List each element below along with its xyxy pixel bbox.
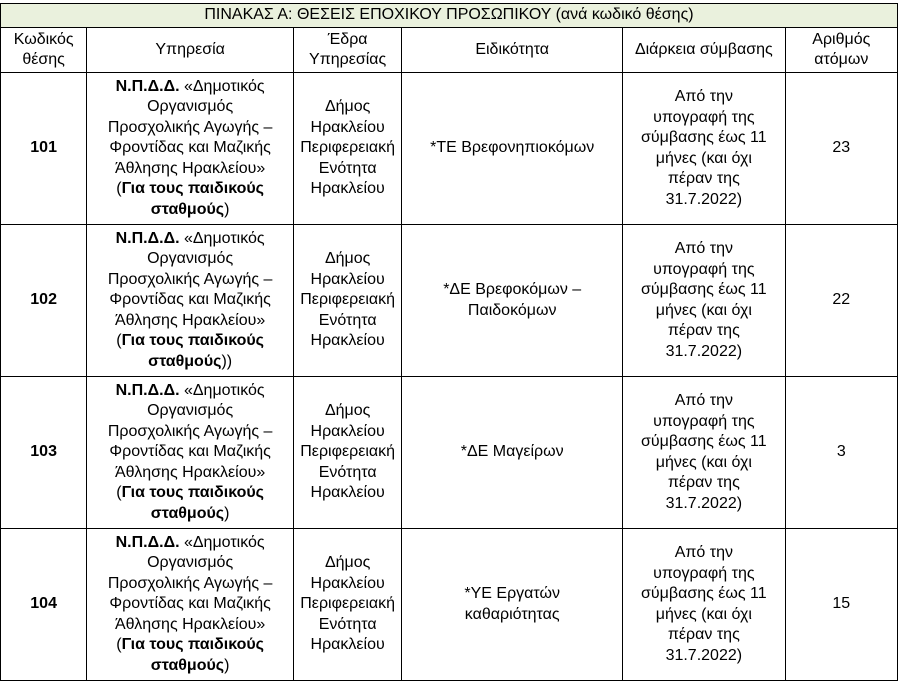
cell-text: )) — [221, 352, 233, 370]
cell-text: Ενότητα — [318, 463, 377, 481]
cell-text: Φροντίδας και Μαζικής — [109, 595, 271, 613]
cell-text: σύμβασης έως 11 — [641, 129, 767, 146]
table-header-row — [1, 28, 898, 73]
cell-text: Οργανισμός — [147, 402, 234, 420]
cell-text: Δήμος — [324, 98, 371, 116]
specialty-cell — [402, 73, 623, 225]
cell-text: Οργανισμός — [147, 250, 234, 268]
specialty-cell — [402, 529, 623, 681]
count-cell: 23 — [785, 73, 897, 225]
cell-text: Ν.Π.Δ.Δ. — [115, 533, 180, 551]
duration-cell — [623, 377, 786, 529]
cell-text: Από την — [674, 392, 733, 409]
cell-text: *ΤΕ Βρεφονηπιοκόμων — [430, 139, 595, 157]
cell-text: Οργανισμός — [147, 98, 234, 116]
cell-text: σύμβασης έως 11 — [641, 433, 767, 450]
cell-text: καθαριότητας — [464, 605, 560, 623]
table-title-row — [1, 4, 898, 28]
cell-text: Για τους παιδικούς — [121, 332, 264, 350]
cell-text: Δήμος — [324, 250, 371, 268]
specialty-cell — [402, 225, 623, 377]
cell-text: Ν.Π.Δ.Δ. — [115, 229, 180, 247]
count-cell: 22 — [785, 225, 897, 377]
cell-text: Υπηρεσίας — [309, 51, 387, 68]
cell-text: 31.7.2022) — [665, 494, 743, 512]
seat-cell — [293, 529, 401, 681]
cell-text: Υπηρεσία — [155, 40, 225, 58]
cell-text: Για τους παιδικούς — [121, 484, 264, 502]
cell-text: Από την — [674, 88, 733, 105]
cell-text: πέραν της — [667, 170, 740, 187]
cell-text: Έδρα — [327, 30, 368, 48]
service-cell — [87, 225, 294, 377]
cell-text: Προσχολικής Αγωγής – — [107, 422, 273, 440]
position-code: 104 — [1, 529, 87, 681]
cell-text: Διάρκεια σύμβασης — [634, 40, 773, 58]
header-seat — [293, 28, 401, 73]
cell-text: «Δημοτικός — [179, 533, 265, 551]
cell-text: Άθλησης Ηρακλείου» — [115, 159, 266, 177]
duration-cell — [623, 225, 786, 377]
cell-text: σταθμούς — [148, 352, 222, 370]
table-title: ΠΙΝΑΚΑΣ Α: ΘΕΣΕΙΣ ΕΠΟΧΙΚΟΥ ΠΡΟΣΩΠΙΚΟΥ (ανά κωδικό θέσης) — [1, 4, 898, 28]
cell-text: Άθλησης Ηρακλείου» — [115, 615, 266, 633]
cell-text: ( — [116, 332, 122, 350]
cell-text: Ενότητα — [318, 311, 377, 329]
service-cell — [87, 377, 294, 529]
cell-text: Για τους παιδικούς — [121, 180, 264, 198]
cell-text: Ηρακλείου — [310, 422, 385, 440]
duration-cell — [623, 73, 786, 225]
table-row — [1, 225, 898, 377]
cell-text: «Δημοτικός — [179, 229, 265, 247]
cell-text: πέραν της — [667, 322, 740, 339]
cell-text: Δήμος — [324, 554, 371, 572]
cell-text: 31.7.2022) — [665, 342, 743, 360]
cell-text: ( — [116, 484, 122, 502]
cell-text: Ενότητα — [318, 615, 377, 633]
cell-text: Ηρακλείου — [310, 270, 385, 288]
cell-text: Προσχολικής Αγωγής – — [107, 574, 273, 592]
cell-text: Φροντίδας και Μαζικής — [109, 139, 271, 157]
cell-text: Περιφερειακή — [300, 443, 396, 461]
cell-text: μήνες (και όχι — [655, 605, 752, 623]
position-code: 103 — [1, 377, 87, 529]
cell-text: Ηρακλείου — [310, 332, 385, 350]
cell-text: *ΥΕ Εργατών — [464, 585, 560, 602]
cell-text: σύμβασης έως 11 — [641, 585, 767, 602]
header-code — [1, 28, 87, 73]
cell-text: Ειδικότητα — [475, 40, 550, 58]
cell-text: υπογραφή της — [653, 564, 755, 582]
cell-text: Προσχολικής Αγωγής – — [107, 270, 273, 288]
cell-text: σταθμούς — [150, 200, 225, 218]
cell-text: «Δημοτικός — [179, 77, 265, 95]
table-row — [1, 529, 898, 681]
position-code: 102 — [1, 225, 87, 377]
cell-text: μήνες (και όχι — [655, 453, 752, 471]
seat-cell — [293, 73, 401, 225]
seat-cell — [293, 377, 401, 529]
cell-text: Από την — [674, 544, 733, 561]
cell-text: σταθμούς — [150, 504, 225, 522]
cell-text: Παιδοκόμων — [467, 301, 557, 319]
cell-text: 31.7.2022) — [665, 190, 743, 208]
cell-text: υπογραφή της — [653, 412, 755, 430]
cell-text: Ηρακλείου — [310, 636, 385, 654]
cell-text: υπογραφή της — [653, 108, 755, 126]
cell-text: Ενότητα — [318, 159, 377, 177]
cell-text: Προσχολικής Αγωγής – — [107, 118, 273, 136]
cell-text: Κωδικός — [13, 30, 74, 48]
cell-text: Άθλησης Ηρακλείου» — [115, 463, 266, 481]
cell-text: υπογραφή της — [653, 260, 755, 278]
cell-text: Φροντίδας και Μαζικής — [109, 443, 271, 461]
cell-text: ατόμων — [814, 51, 869, 68]
cell-text: Περιφερειακή — [300, 595, 396, 613]
cell-text: Περιφερειακή — [300, 291, 396, 309]
cell-text: Ηρακλείου — [310, 574, 385, 592]
cell-text: Ηρακλείου — [310, 180, 385, 198]
cell-text: θέσης — [22, 51, 65, 68]
specialty-cell — [402, 377, 623, 529]
cell-text: σύμβασης έως 11 — [641, 281, 767, 298]
cell-text: Οργανισμός — [147, 554, 234, 572]
cell-text: Αριθμός — [812, 30, 871, 48]
positions-table — [0, 3, 898, 681]
service-cell — [87, 529, 294, 681]
cell-text: *ΔΕ Βρεφοκόμων – — [443, 281, 582, 298]
header-count — [785, 28, 897, 73]
count-cell: 15 — [785, 529, 897, 681]
table-row — [1, 73, 898, 225]
cell-text: Ηρακλείου — [310, 484, 385, 502]
cell-text: *ΔΕ Μαγείρων — [460, 443, 564, 461]
header-duration — [623, 28, 786, 73]
cell-text: μήνες (και όχι — [655, 149, 752, 167]
cell-text: ( — [116, 180, 122, 198]
duration-cell — [623, 529, 786, 681]
cell-text: Ν.Π.Δ.Δ. — [115, 77, 180, 95]
cell-text: ) — [224, 504, 230, 522]
cell-text: ) — [224, 656, 230, 674]
table-row — [1, 377, 898, 529]
cell-text: πέραν της — [667, 474, 740, 491]
service-cell — [87, 73, 294, 225]
cell-text: «Δημοτικός — [179, 381, 265, 399]
header-service — [87, 28, 294, 73]
seat-cell — [293, 225, 401, 377]
cell-text: ) — [224, 200, 230, 218]
header-specialty — [402, 28, 623, 73]
position-code: 101 — [1, 73, 87, 225]
cell-text: Για τους παιδικούς — [121, 636, 264, 654]
cell-text: Από την — [674, 240, 733, 257]
cell-text: πέραν της — [667, 626, 740, 643]
count-cell: 3 — [785, 377, 897, 529]
cell-text: ( — [116, 636, 122, 654]
cell-text: σταθμούς — [150, 656, 225, 674]
cell-text: Περιφερειακή — [300, 139, 396, 157]
cell-text: Φροντίδας και Μαζικής — [109, 291, 271, 309]
cell-text: Ν.Π.Δ.Δ. — [115, 381, 180, 399]
cell-text: μήνες (και όχι — [655, 301, 752, 319]
cell-text: 31.7.2022) — [665, 646, 743, 664]
cell-text: Άθλησης Ηρακλείου» — [115, 311, 266, 329]
cell-text: Ηρακλείου — [310, 118, 385, 136]
cell-text: Δήμος — [324, 402, 371, 420]
